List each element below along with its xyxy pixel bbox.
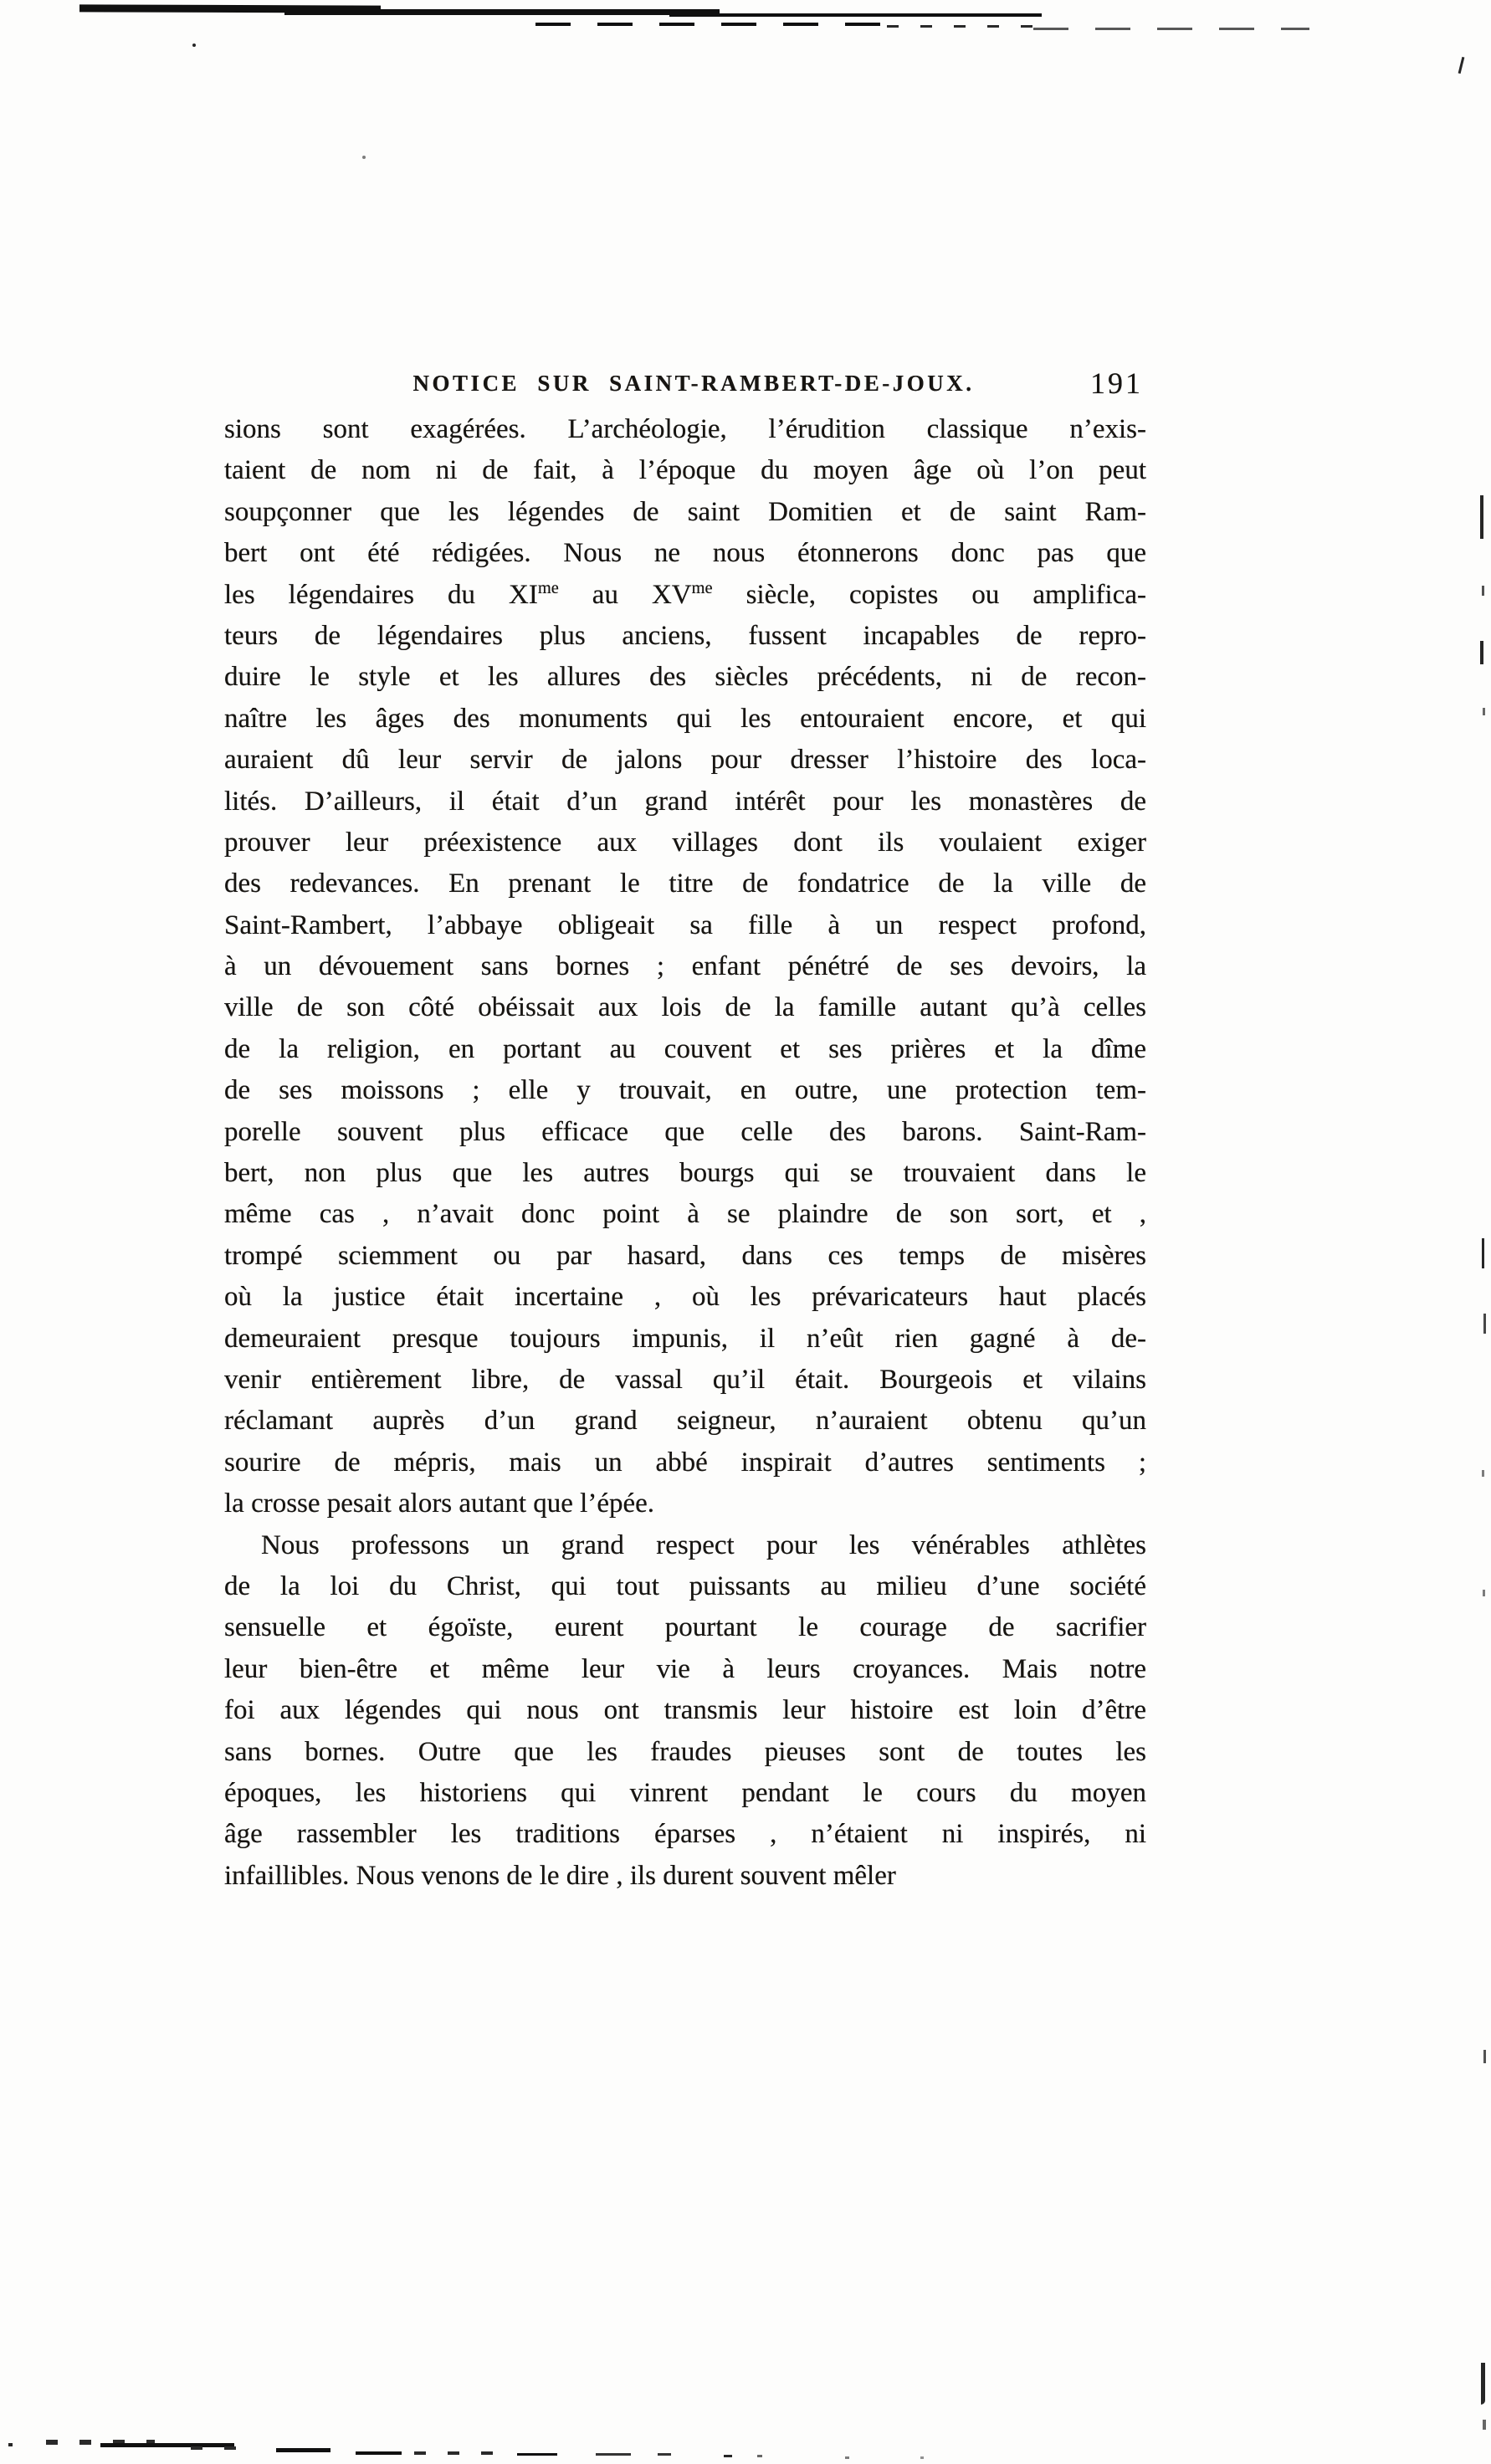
text-line: de ses moissons ; elle y trouvait, en outre, une protection tem- <box>224 1075 1146 1106</box>
scan-artifact-top-dashes <box>1033 28 1309 30</box>
scan-artifact-top-dashes <box>535 23 895 26</box>
text-line: à un dévouement sans bornes ; enfant pénétré de ses devoirs, la <box>224 951 1146 982</box>
text-line: sensuelle et égoïste, eurent pourtant le courage de sacrifier <box>224 1612 1146 1643</box>
text-line: prouver leur préexistence aux villages dont ils voulaient exiger <box>224 827 1146 858</box>
scan-speck <box>362 156 366 159</box>
scan-artifact-bottom-dashes <box>191 2446 249 2450</box>
text-line: la crosse pesait alors autant que l’épée. <box>224 1488 655 1519</box>
scan-artifact-bottom-dashes <box>414 2451 506 2455</box>
text-line: trompé sciemment ou par hasard, dans ces temps de misères <box>224 1240 1146 1271</box>
scan-artifact-top-line <box>79 4 381 13</box>
scan-edge-mark <box>1480 495 1483 539</box>
text-line: infaillibles. Nous venons de le dire , ils durent souvent mêler <box>224 1860 896 1891</box>
scan-edge-mark <box>1482 1470 1484 1477</box>
scan-artifact-top-line <box>669 13 1042 17</box>
text-line: auraient dû leur servir de jalons pour dresser l’histoire des loca- <box>224 745 1146 776</box>
text-line: Nous professons un grand respect pour les vénérables athlètes <box>261 1529 1146 1560</box>
text-line: demeuraient presque toujours impunis, il n’eût rien gagné à de- <box>224 1323 1146 1354</box>
scan-artifact-bottom-line <box>100 2443 234 2447</box>
scan-artifact-bottom-dashes <box>46 2440 155 2445</box>
text-line: de la loi du Christ, qui tout puissants au milieu d’une société <box>224 1570 1146 1601</box>
scan-edge-mark <box>1480 641 1483 664</box>
text-line: Saint-Rambert, l’abbaye obligeait sa fille à un respect profond, <box>224 909 1146 940</box>
scan-speck <box>1458 57 1465 74</box>
scan-artifact-top-line <box>284 9 720 15</box>
scan-edge-mark <box>1483 1314 1486 1334</box>
text-line: sans bornes. Outre que les fraudes pieuses sont de toutes les <box>224 1736 1146 1767</box>
text-line: les légendaires du $XI^{me}$ au $XV^{me}$ siècle, copistes ou amplifica- <box>224 578 1146 610</box>
text-line: teurs de légendaires plus anciens, fussent incapables de repro- <box>224 620 1146 651</box>
scan-artifact-bottom-dashes <box>596 2453 671 2456</box>
text-line: des redevances. En prenant le titre de fondatrice de la ville de <box>224 868 1146 899</box>
scan-speck <box>845 2456 849 2459</box>
text-line: même cas , n’avait donc point à se plaindre de son sort, et , <box>224 1199 1146 1230</box>
scan-edge-mark <box>1482 586 1484 596</box>
text-line: sions sont exagérées. L’archéologie, l’érudition classique n’exis- <box>224 414 1146 444</box>
text-line: sourire de mépris, mais un abbé inspirait d’autres sentiments ; <box>224 1447 1146 1478</box>
text-line: où la justice était incertaine , où les prévaricateurs haut placés <box>224 1282 1146 1313</box>
text-line: bert, non plus que les autres bourgs qui se trouvaient dans le <box>224 1158 1146 1189</box>
text-line: époques, les historiens qui vinrent pendant le cours du moyen <box>224 1777 1146 1808</box>
page-number: 191 <box>1090 366 1143 400</box>
text-line: âge rassembler les traditions éparses , n’étaient ni inspirés, ni <box>224 1819 1146 1850</box>
text-line: lités. D’ailleurs, il était d’un grand intérêt pour les monastères de <box>224 786 1146 817</box>
scan-speck <box>724 2455 732 2457</box>
scan-edge-mark <box>1483 2420 1486 2430</box>
text-line: taient de nom ni de fait, à l’époque du moyen âge où l’on peut <box>224 455 1146 486</box>
scan-edge-mark <box>1483 2050 1486 2063</box>
text-line: réclamant auprès d’un grand seigneur, n’auraient obtenu qu’un <box>224 1406 1146 1437</box>
scan-artifact-bottom-line <box>356 2451 402 2455</box>
text-line: duire le style et les allures des siècles précédents, ni de recon- <box>224 662 1146 693</box>
body-text <box>224 409 1146 1897</box>
scan-artifact-bottom-line <box>276 2448 330 2452</box>
text-line: de la religion, en portant au couvent et ses prières et la dîme <box>224 1033 1146 1064</box>
text-line: leur bien-être et même leur vie à leurs croyances. Mais notre <box>224 1653 1146 1684</box>
scan-artifact-bottom-line <box>517 2453 557 2456</box>
text-line: porelle souvent plus efficace que celle des barons. Saint-Ram- <box>224 1116 1146 1147</box>
scan-edge-mark <box>1482 1238 1484 1268</box>
text-line: ville de son côté obéissait aux lois de la famille autant qu’à celles <box>224 992 1146 1023</box>
scan-edge-mark <box>1483 708 1485 715</box>
text-line: foi aux légendes qui nous ont transmis leur histoire est loin d’être <box>224 1695 1146 1726</box>
text-line: naître les âges des monuments qui les entouraient encore, et qui <box>224 703 1146 734</box>
scan-speck <box>757 2455 762 2457</box>
running-title: NOTICE SUR SAINT-RAMBERT-DE-JOUX. <box>412 371 975 396</box>
text-line: bert ont été rédigées. Nous ne nous étonnerons donc pas que <box>224 538 1146 569</box>
scan-speck <box>8 2443 13 2446</box>
scan-edge-mark <box>1483 1590 1485 1596</box>
page-header <box>224 366 1146 403</box>
text-line: soupçonner que les légendes de saint Domitien et de saint Ram- <box>224 496 1146 527</box>
scan-artifact-top-dashes <box>887 25 1038 28</box>
scan-speck <box>192 44 196 47</box>
scan-speck <box>920 2456 924 2459</box>
text-line: venir entièrement libre, de vassal qu’il était. Bourgeois et vilains <box>224 1364 1146 1395</box>
scan-edge-mark <box>1481 2363 1485 2405</box>
